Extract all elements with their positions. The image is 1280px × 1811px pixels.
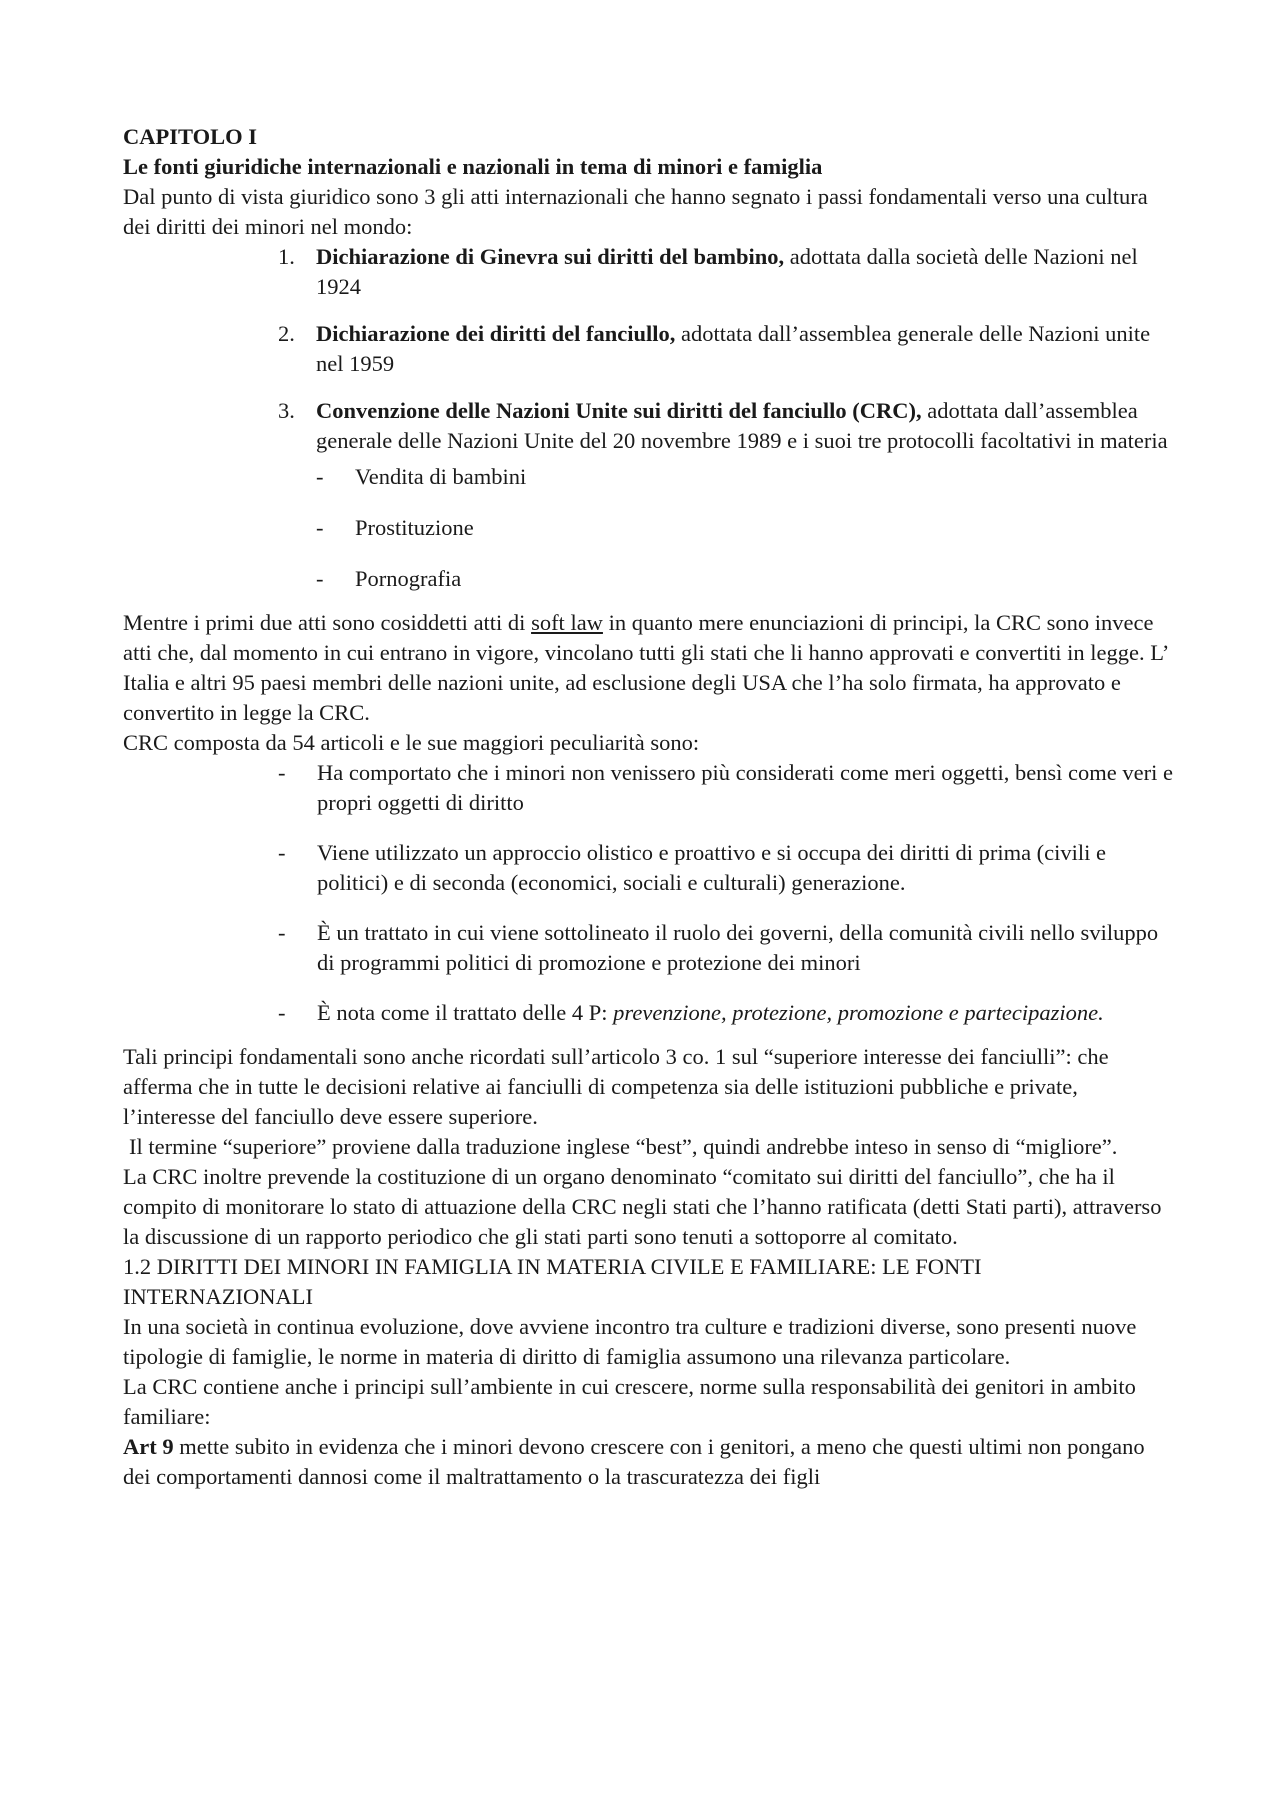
protocols-list [316, 462, 1173, 594]
acts-list [123, 242, 1173, 594]
list-number: 1. [278, 244, 295, 269]
list-item [316, 564, 1173, 594]
list-item [278, 838, 1173, 898]
chapter-label: CAPITOLO I [123, 124, 257, 149]
dash-bullet: - [278, 840, 286, 865]
dash-bullet: - [316, 464, 324, 489]
features-list [123, 758, 1173, 1028]
feature-text: Ha comportato che i minori non venissero più considerati come meri oggetti, bensì come veri e propri oggetti di diritto [317, 760, 1173, 815]
list-item [316, 462, 1173, 492]
text-span: in quanto mere enunciazioni di principi, la CRC sono invece atti che, dal momento in cui entrano in vigore, vincolano tutti gli stati che li hanno approvati e convertiti in legge. L’ Italia e altri 95 paesi membri delle nazioni unite, ad esclusione degli USA che l’ha solo firmata, ha approvato e convertito in legge la CRC. [123, 610, 1168, 725]
crc-intro-paragraph: CRC composta da 54 articoli e le sue maggiori peculiarità sono: [123, 730, 700, 755]
crc-environment-paragraph: La CRC contiene anche i principi sull’ambiente in cui crescere, norme sulla responsabilità dei genitori in ambito familiare: [123, 1374, 1136, 1429]
act-name: Convenzione delle Nazioni Unite sui diritti del fanciullo (CRC), [316, 398, 922, 423]
dash-bullet: - [316, 515, 324, 540]
committee-paragraph: La CRC inoltre prevende la costituzione di un organo denominato “comitato sui diritti del fanciullo”, che ha il compito di monitorare lo stato di attuazione della CRC negli stati che l’hanno ratificata (detti Stati parti), attraverso la discussione di un rapporto periodico che gli stati parti sono tenuti a sottoporre al comitato. [123, 1164, 1162, 1249]
document-page [123, 122, 1173, 1492]
list-item [278, 242, 1173, 302]
principles-paragraph: Tali principi fondamentali sono anche ricordati sull’articolo 3 co. 1 sul “superiore interesse dei fanciulli”: che afferma che in tutte le decisioni relative ai fanciulli di competenza sia delle istituzioni pubbliche e private, l’interesse del fanciullo deve essere superiore. [123, 1044, 1109, 1129]
act-description: adottata dall’assemblea generale delle Nazioni unite nel 1959 [316, 321, 1151, 376]
art9-label: Art 9 [123, 1434, 174, 1459]
dash-bullet: - [278, 920, 286, 945]
list-number: 3. [278, 398, 295, 423]
list-item [278, 918, 1173, 978]
list-item [278, 396, 1173, 594]
list-item [316, 513, 1173, 543]
list-item [278, 998, 1173, 1028]
section-heading: 1.2 DIRITTI DEI MINORI IN FAMIGLIA IN MATERIA CIVILE E FAMILIARE: LE FONTI INTERNAZIONALI [123, 1254, 982, 1309]
list-item [278, 319, 1173, 379]
act-description: adottata dall’assemblea generale delle Nazioni Unite del 20 novembre 1989 e i suoi tre protocolli facoltativi in materia [316, 398, 1168, 453]
page-title: Le fonti giuridiche internazionali e nazionali in tema di minori e famiglia [123, 154, 823, 179]
four-p-italic: prevenzione, protezione, promozione e partecipazione. [613, 1000, 1104, 1025]
feature-text: È un trattato in cui viene sottolineato il ruolo dei governi, della comunità civili nello sviluppo di programmi politici di promozione e protezione dei minori [317, 920, 1159, 975]
act-name: Dichiarazione dei diritti del fanciullo, [316, 321, 676, 346]
list-item [278, 758, 1173, 818]
act-name: Dichiarazione di Ginevra sui diritti del bambino, [316, 244, 785, 269]
art9-paragraph [123, 1432, 1173, 1492]
feature-text: Viene utilizzato un approccio olistico e proattivo e si occupa dei diritti di prima (civili e politici) e di seconda (economici, sociali e culturali) generazione. [317, 840, 1107, 895]
text-span: Mentre i primi due atti sono cosiddetti atti di [123, 610, 532, 635]
protocol-item: Vendita di bambini [355, 464, 527, 489]
soft-law-paragraph [123, 608, 1173, 728]
dash-bullet: - [316, 566, 324, 591]
protocol-item: Pornografia [355, 566, 462, 591]
intro-paragraph: Dal punto di vista giuridico sono 3 gli atti internazionali che hanno segnato i passi fondamentali verso una cultura dei diritti dei minori nel mondo: [123, 184, 1148, 239]
art9-text: mette subito in evidenza che i minori devono crescere con i genitori, a meno che questi ultimi non pongano dei comportamenti dannosi come il maltrattamento o la trascuratezza dei figli [123, 1434, 1145, 1489]
protocol-item: Prostituzione [355, 515, 474, 540]
list-number: 2. [278, 321, 295, 346]
feature-text: È nota come il trattato delle 4 P: [317, 1000, 614, 1025]
soft-law-underlined: soft law [531, 610, 603, 635]
term-paragraph: Il termine “superiore” proviene dalla traduzione inglese “best”, quindi andrebbe inteso in senso di “migliore”. [129, 1134, 1118, 1159]
act-description: adottata dalla società delle Nazioni nel 1924 [316, 244, 1138, 299]
dash-bullet: - [278, 760, 286, 785]
society-paragraph: In una società in continua evoluzione, dove avviene incontro tra culture e tradizioni diverse, sono presenti nuove tipologie di famiglie, le norme in materia di diritto di famiglia assumono una rilevanza particolare. [123, 1314, 1137, 1369]
dash-bullet: - [278, 1000, 286, 1025]
